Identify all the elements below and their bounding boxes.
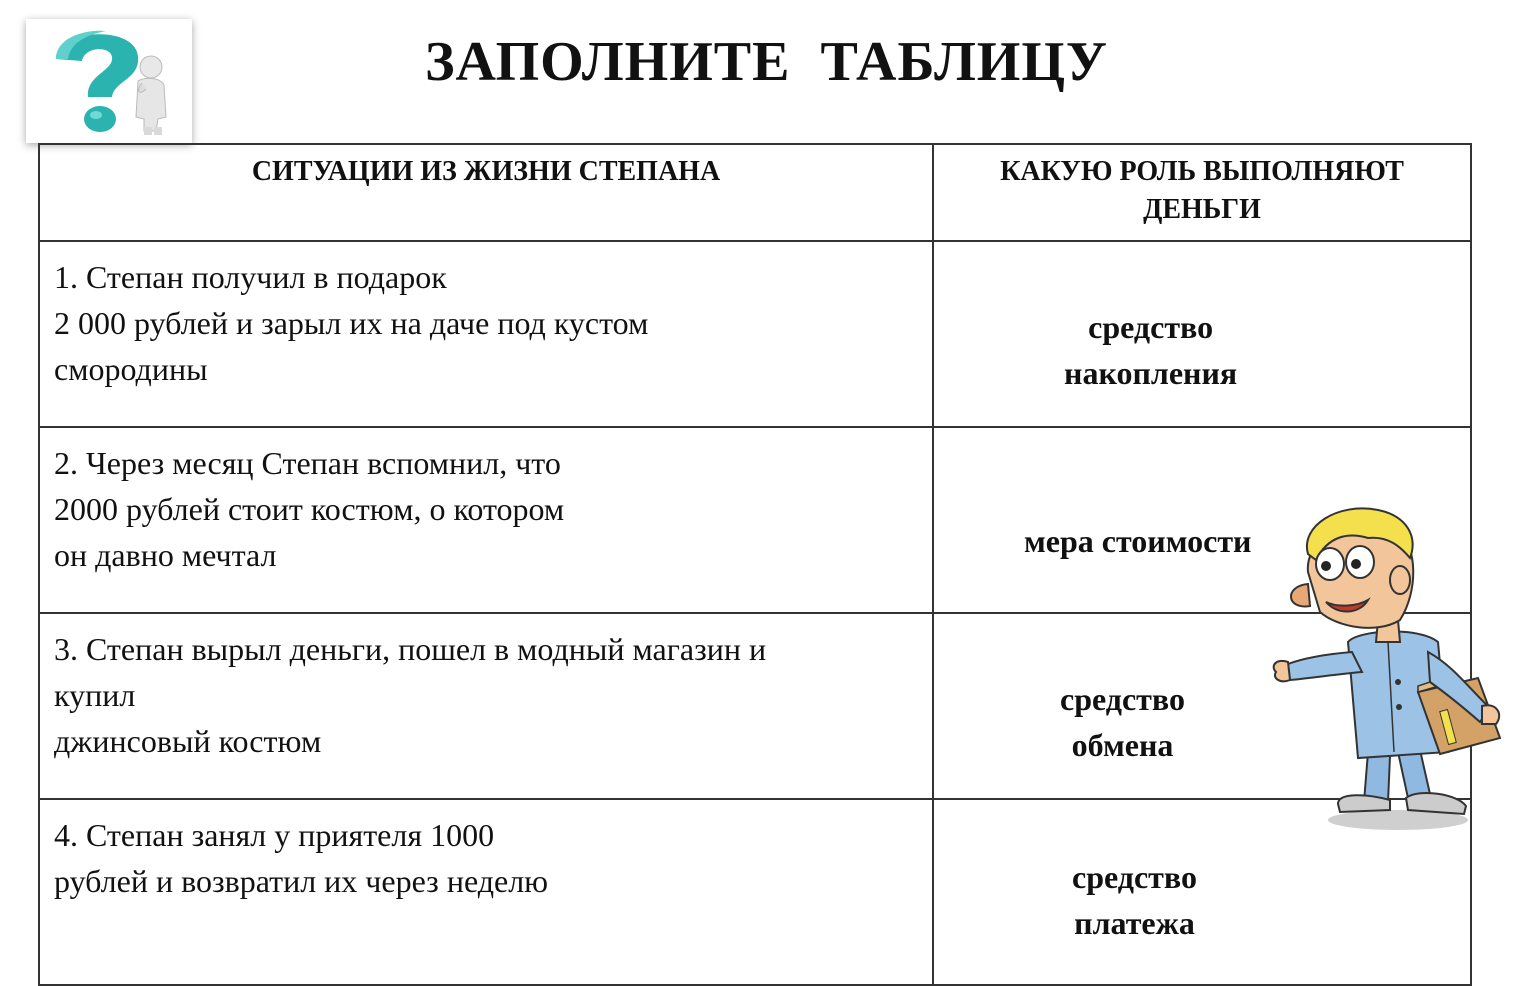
table-row (39, 799, 1471, 985)
table-header-row (39, 144, 1471, 241)
header-role (933, 144, 1471, 241)
role-answer: средство накопления (1064, 309, 1238, 391)
situation-cell: 3. Степан вырыл деньги, пошел в модный магазин и купил джинсовый костюм (39, 613, 933, 799)
page-title: ЗАПОЛНИТЕ ТАБЛИЦУ (424, 31, 1109, 93)
role-cell (933, 241, 1471, 427)
role-answer: средство платежа (1072, 859, 1197, 941)
table-row (39, 241, 1471, 427)
situation-cell: 1. Степан получил в подарок 2 000 рублей и зарыл их на даче под кустом смородины (39, 241, 933, 427)
role-answer: мера стоимости (1024, 523, 1252, 559)
table-row (39, 427, 1471, 613)
table-row (39, 613, 1471, 799)
header-situation (39, 144, 933, 241)
situation-cell: 4. Степан занял у приятеля 1000 рублей и возвратил их через неделю (39, 799, 933, 985)
money-roles-table (38, 143, 1472, 986)
situation-cell: 2. Через месяц Степан вспомнил, что 2000 рублей стоит костюм, о котором он давно мечтал (39, 427, 933, 613)
cartoon-man-pointing-icon (1268, 502, 1508, 834)
header-role-text: КАКУЮ РОЛЬ ВЫПОЛНЯЮТ ДЕНЬГИ (1000, 156, 1404, 225)
role-answer: средство обмена (1060, 681, 1185, 763)
header-situation-text: СИТУАЦИИ ИЗ ЖИЗНИ СТЕПАНА (251, 156, 721, 187)
mascot (1268, 502, 1508, 834)
